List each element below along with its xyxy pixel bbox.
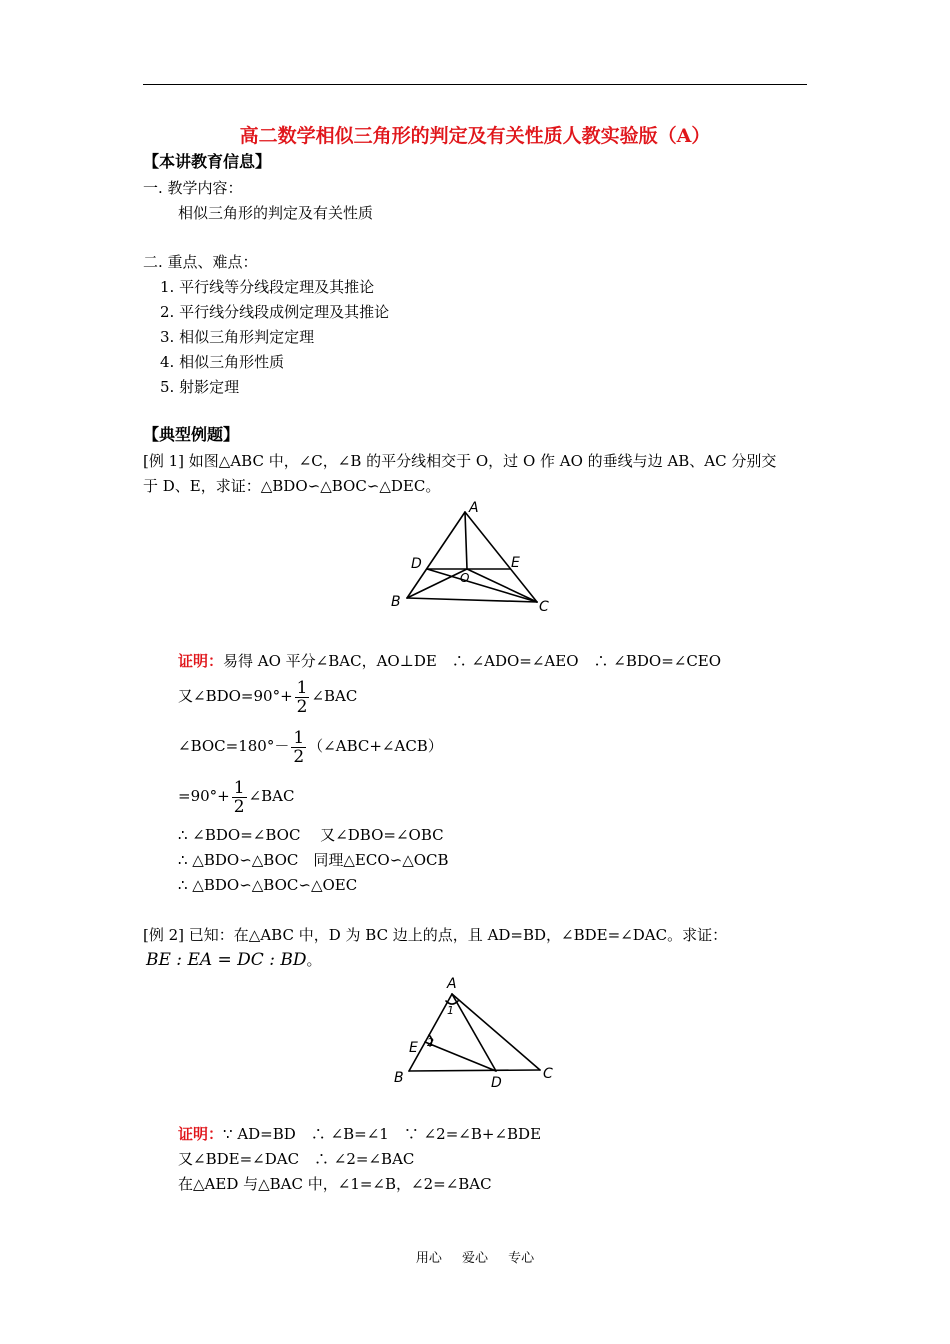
fig1-segment-ao xyxy=(465,512,467,569)
fig1-side-ab xyxy=(407,512,465,598)
examples-heading: 【典型例题】 xyxy=(143,425,240,444)
fig1-label-d: D xyxy=(411,556,422,572)
fig1-side-bc xyxy=(407,598,537,602)
example1-proof-line3: ∠BOC=180°－ $\frac{1}{2}$ （∠ABC+∠ACB） xyxy=(178,727,443,767)
fig1-label-c: C xyxy=(539,599,549,615)
fig2-side-bc xyxy=(409,1070,540,1071)
fig2-label-c: C xyxy=(543,1066,553,1082)
fig2-label-e: E xyxy=(409,1040,418,1056)
example2-formula-line: BE : EA = DC : BD。 xyxy=(146,950,322,970)
example1-statement-line2: 于 D、E，求证：△BDO∽△BOC∽△DEC。 xyxy=(143,477,441,495)
fig2-label-d: D xyxy=(491,1075,502,1091)
key-heading: 二. 重点、难点： xyxy=(143,253,258,271)
example2-statement-line1: [例 2] 已知：在△ABC 中，D 为 BC 边上的点，且 AD=BD，∠BDE=∠DAC。求证： xyxy=(143,926,728,944)
fig1-segment-dc xyxy=(427,569,537,602)
document-title: 高二数学相似三角形的判定及有关性质人教实验版（A） xyxy=(239,125,711,147)
proof-label: 证明： xyxy=(178,1125,224,1143)
fraction-one-half: $\frac{1}{2}$ xyxy=(293,727,305,767)
example1-statement-line1: [例 1] 如图△ABC 中，∠C，∠B 的平分线相交于 O，过 O 作 AO 的垂线与边 AB、AC 分别交 xyxy=(143,452,777,470)
content-heading: 一. 教学内容： xyxy=(143,179,243,197)
example2-formula: BE : EA = DC : BD xyxy=(146,950,307,970)
key-point: 5. 射影定理 xyxy=(160,378,240,396)
fig2-side-ab xyxy=(409,994,452,1071)
fig1-segment-oc xyxy=(467,569,537,602)
fig1-label-b: B xyxy=(391,594,401,610)
fig1-label-o: O xyxy=(460,571,470,585)
content-text: 相似三角形的判定及有关性质 xyxy=(178,204,374,222)
example2-proof-line1: 证明：∵ AD=BD ∴ ∠B=∠1 ∵ ∠2=∠B+∠BDE xyxy=(178,1125,542,1143)
page-footer: 用心 爱心 专心 xyxy=(415,1251,535,1266)
example1-triangle-figure xyxy=(385,498,560,618)
fraction-one-half: $\frac{1}{2}$ xyxy=(296,677,308,717)
example2-proof-line2: 又∠BDE=∠DAC ∴ ∠2=∠BAC xyxy=(178,1150,415,1168)
example1-proof-line6: ∴ △BDO∽△BOC 同理△ECO∽△OCB xyxy=(178,851,449,869)
key-point: 4. 相似三角形性质 xyxy=(160,353,285,371)
key-point: 3. 相似三角形判定定理 xyxy=(160,328,315,346)
fig2-label-angle-1: 1 xyxy=(447,1004,454,1017)
example1-proof-line5: ∴ ∠BDO=∠BOC 又∠DBO=∠OBC xyxy=(178,826,444,844)
fig1-label-e: E xyxy=(511,555,520,571)
fig2-segment-ad xyxy=(452,994,496,1071)
fig2-label-a: A xyxy=(447,976,457,992)
key-point: 1. 平行线等分线段定理及其推论 xyxy=(160,278,375,296)
example1-proof-line4: =90°+ $\frac{1}{2}$ ∠BAC xyxy=(178,777,295,817)
example1-proof-line2: 又∠BDO=90°+ $\frac{1}{2}$ ∠BAC xyxy=(178,677,358,717)
proof-label: 证明： xyxy=(178,652,224,670)
example1-proof-line7: ∴ △BDO∽△BOC∽△OEC xyxy=(178,876,358,894)
example2-proof-line3: 在△AED 与△BAC 中，∠1=∠B，∠2=∠BAC xyxy=(178,1175,492,1193)
key-point: 2. 平行线分线段成例定理及其推论 xyxy=(160,303,390,321)
fig2-label-b: B xyxy=(394,1070,404,1086)
fig1-side-ac xyxy=(465,512,537,602)
section-info-heading: 【本讲教育信息】 xyxy=(143,152,272,171)
fig1-label-a: A xyxy=(469,500,479,516)
example2-triangle-figure xyxy=(392,970,562,1092)
fig2-segment-ed xyxy=(425,1042,496,1071)
fig2-label-angle-2: 2 xyxy=(427,1036,434,1049)
fraction-one-half: $\frac{1}{2}$ xyxy=(233,777,245,817)
example1-proof-line1: 证明：易得 AO 平分∠BAC，AO⊥DE ∴ ∠ADO=∠AEO ∴ ∠BDO=∠CEO xyxy=(178,652,722,670)
header-rule xyxy=(143,84,807,85)
